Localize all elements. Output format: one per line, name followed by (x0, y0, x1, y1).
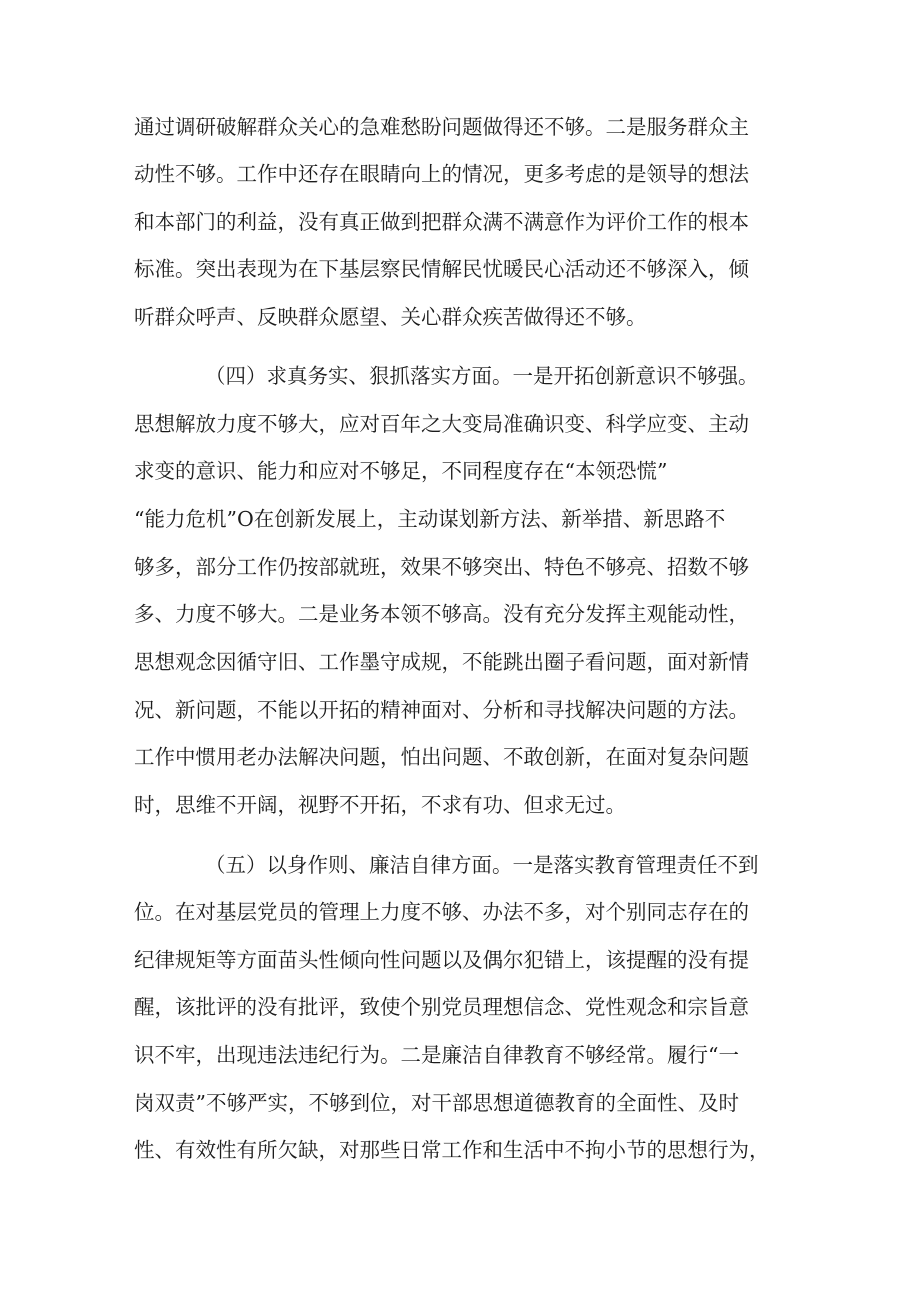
text-line: 时，思维不开阔，视野不开拓，不求有功、但求无过。 (134, 793, 626, 817)
text-line: 思想解放力度不够大，应对百年之大变局准确识变、科学应变、主动 (134, 412, 749, 436)
text-line: 听群众呼声、反映群众愿望、关心群众疾苦做得还不够。 (134, 305, 647, 329)
text-line: 标准。突出表现为在下基层察民情解民忧暖民心活动还不够深入，倾 (134, 257, 749, 281)
text-line: 识不牢，出现违法违纪行为。二是廉洁自律教育不够经常。履行“一 (134, 1043, 739, 1067)
text-line: 思想观念因循守旧、工作墨守成规，不能跳出圈子看问题，面对新情 (134, 650, 749, 674)
text-line: 通过调研破解群众关心的急难愁盼问题做得还不够。二是服务群众主 (134, 115, 749, 139)
text-line: “能力危机”O在创新发展上，主动谋划新方法、新举措、新思路不 (134, 507, 726, 531)
text-line: 纪律规矩等方面苗头性倾向性问题以及偶尔犯错上，该提醒的没有提 (134, 948, 749, 972)
section-five-heading-line: （五）以身作则、廉洁自律方面。一是落实教育管理责任不到 (205, 853, 759, 877)
text-line: 求变的意识、能力和应对不够足，不同程度存在“本领恐慌” (134, 459, 668, 483)
text-line: 动性不够。工作中还存在眼睛向上的情况，更多考虑的是领导的想法 (134, 162, 749, 186)
text-line: 够多，部分工作仍按部就班，效果不够突出、特色不够亮、招数不够 (134, 555, 749, 579)
text-line: 岗双责”不够严实，不够到位，对干部思想道德教育的全面性、及时 (134, 1091, 739, 1115)
text-line: 位。在对基层党员的管理上力度不够、办法不多，对个别同志存在的 (134, 900, 749, 924)
text-line: 多、力度不够大。二是业务本领不够高。没有充分发挥主观能动性， (134, 602, 749, 626)
text-line: 和本部门的利益，没有真正做到把群众满不满意作为评价工作的根本 (134, 210, 749, 234)
text-line: 况、新问题，不能以开拓的精神面对、分析和寻找解决问题的方法。 (134, 698, 749, 722)
text-line: 性、有效性有所欠缺，对那些日常工作和生活中不拘小节的思想行为， (134, 1138, 770, 1162)
text-line: 工作中惯用老办法解决问题，怕出问题、不敢创新，在面对复杂问题 (134, 745, 749, 769)
text-line: 醒，该批评的没有批评，致使个别党员理想信念、党性观念和宗旨意 (134, 995, 749, 1019)
section-four-heading-line: （四）求真务实、狠抓落实方面。一是开拓创新意识不够强。 (205, 364, 759, 388)
